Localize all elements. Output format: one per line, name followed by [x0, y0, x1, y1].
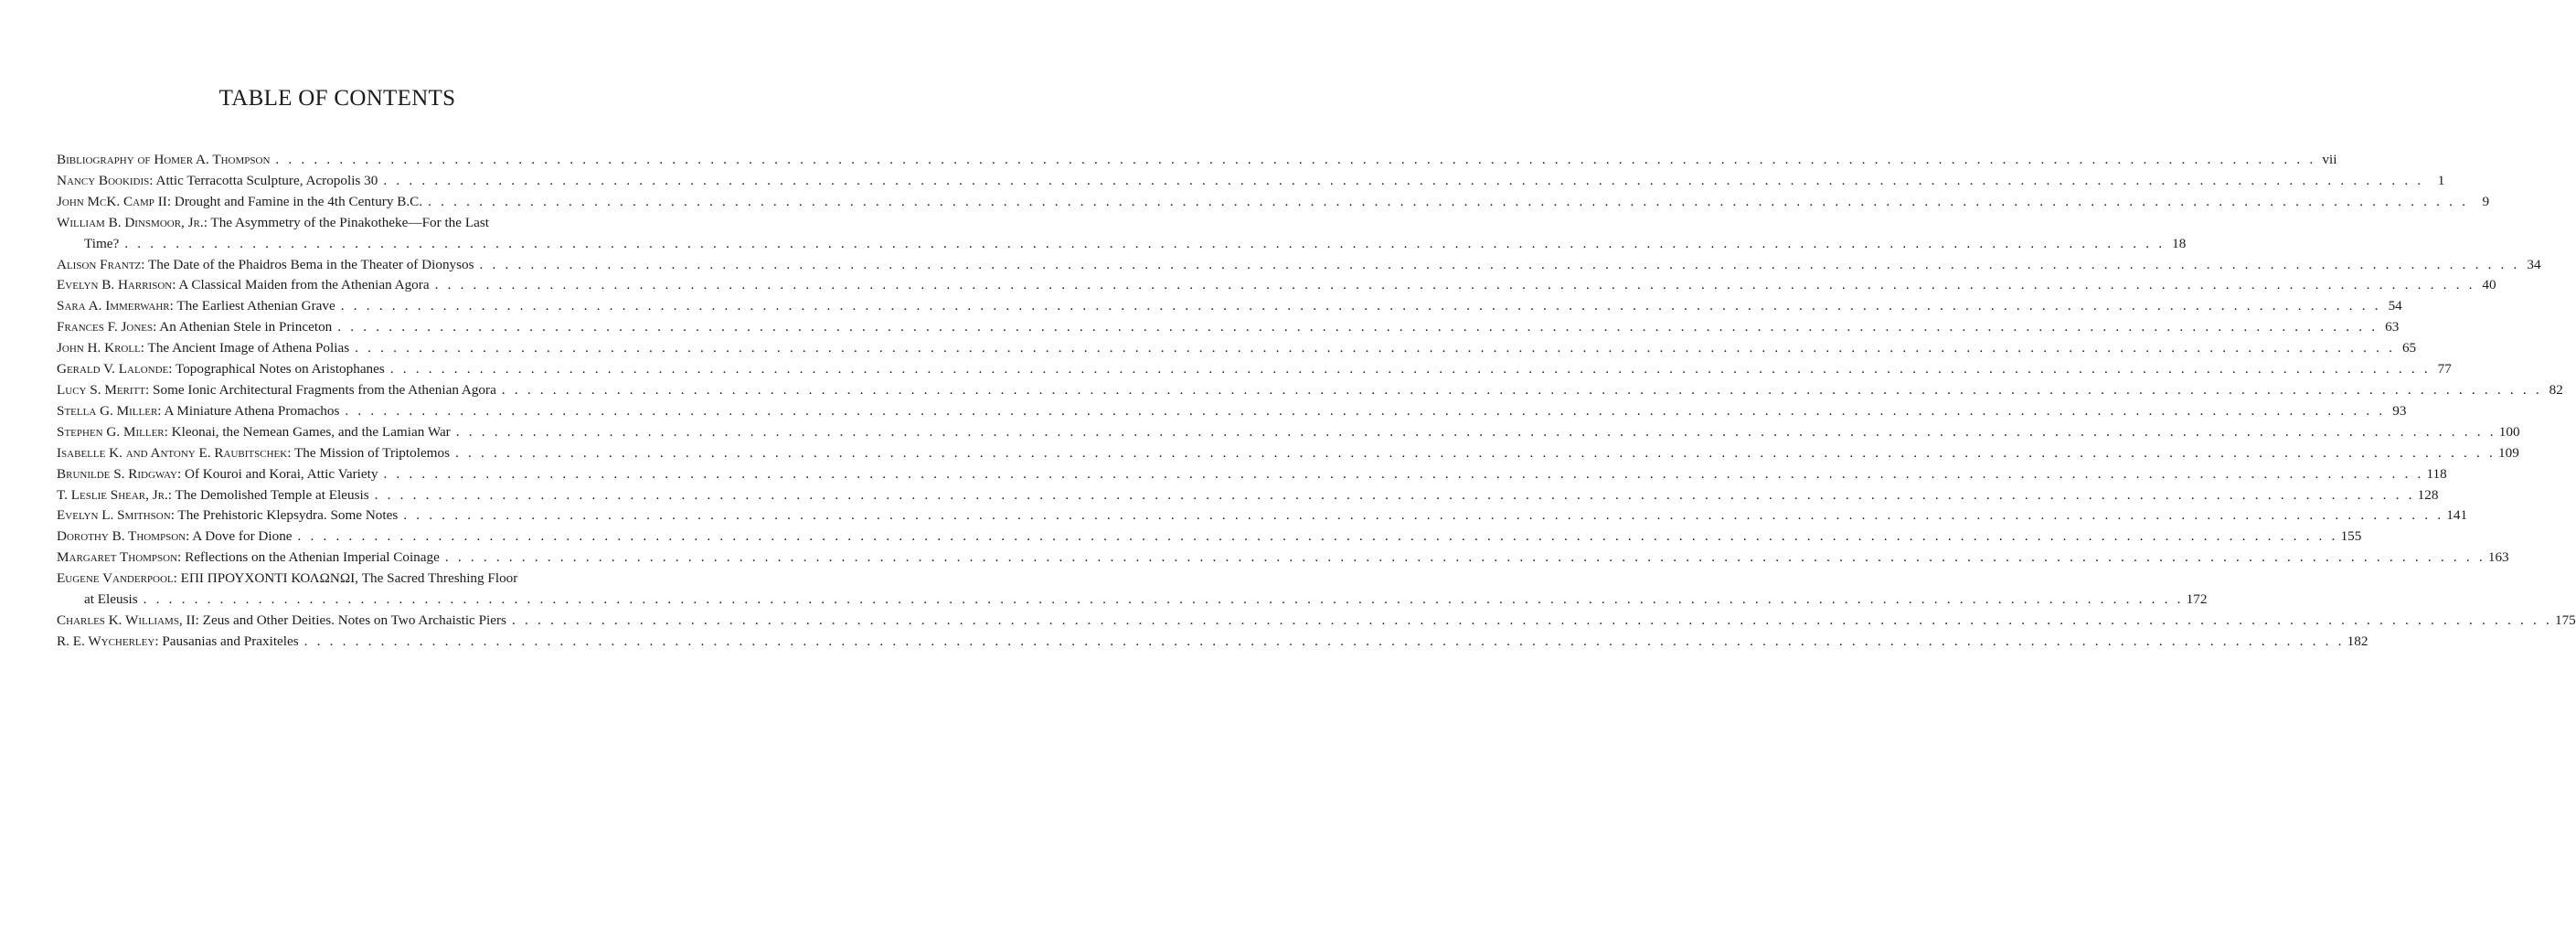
toc-entry-text [57, 150, 270, 171]
dot-leader: . . . . . . . . . . . . . . . . . . . . . . . . . . . . . . . . . . . . . . . . . . . . . . . . . . . . . . . . . . . . . . . . . . . . . . . . . . . . . . . . . . . . . . . . . . . . . . . . . . . . . . . . . . . . . . . . . . . . . . . . . . . . . . . . . . . . . . . . . . . . . . . . . . . . . . . . . . . . . . . . [444, 549, 2486, 566]
toc-author: Evelyn B. Harrison [57, 277, 173, 293]
toc-entry-line [57, 632, 2368, 653]
toc-article-title: : Of Kouroi and Korai, Attic Variety [176, 465, 378, 482]
toc-author: John H. Kroll [57, 340, 141, 356]
toc-author: Stephen G. Miller [57, 423, 165, 440]
toc-entry [57, 632, 2368, 653]
toc-entry [57, 296, 2402, 317]
toc-entry-line [57, 505, 2468, 526]
page-number: 93 [2392, 402, 2407, 419]
toc-author: Margaret Thompson [57, 549, 178, 566]
toc-author: Dorothy B. Thompson [57, 528, 186, 545]
toc-article-title: : The Demolished Temple at Eleusis [167, 486, 369, 503]
toc-entry-text [57, 632, 299, 653]
toc-author: T. Leslie Shear, Jr. [57, 486, 168, 503]
dot-leader: . . . . . . . . . . . . . . . . . . . . . . . . . . . . . . . . . . . . . . . . . . . . . . . . . . . . . . . . . . . . . . . . . . . . . . . . . . . . . . . . . . . . . . . . . . . . . . . . . . . . . . . . . . . . . . . . . . . . . . . . . . . . . . . . . . . . . . . . . . . . . . . . . . . . . . . . . . . . . . . . [124, 235, 2166, 251]
page-number: 40 [2482, 277, 2496, 293]
dot-leader: . . . . . . . . . . . . . . . . . . . . . . . . . . . . . . . . . . . . . . . . . . . . . . . . . . . . . . . . . . . . . . . . . . . . . . . . . . . . . . . . . . . . . . . . . . . . . . . . . . . . . . . . . . . . . . . . . . . . . . . . . . . . . . . . . . . . . . . . . . . . . . . . . . . . . . . . . . . . . . . . [340, 298, 2381, 314]
toc-entry-text [57, 359, 385, 380]
dot-leader: . . . . . . . . . . . . . . . . . . . . . . . . . . . . . . . . . . . . . . . . . . . . . . . . . . . . . . . . . . . . . . . . . . . . . . . . . . . . . . . . . . . . . . . . . . . . . . . . . . . . . . . . . . . . . . . . . . . . . . . . . . . . . . . . . . . . . . . . . . . . . . . . . . . . . . . . . . . . . . . . [479, 256, 2520, 272]
toc-author: Frances F. Jones [57, 319, 154, 335]
toc-article-title: : A Miniature Athena Promachos [157, 402, 340, 419]
toc-entry [57, 171, 2445, 192]
dot-leader: . . . . . . . . . . . . . . . . . . . . . . . . . . . . . . . . . . . . . . . . . . . . . . . . . . . . . . . . . . . . . . . . . . . . . . . . . . . . . . . . . . . . . . . . . . . . . . . . . . . . . . . . . . . . . . . . . . . . . . . . . . . . . . . . . . . . . . . . . . . . . . . . . . . . . . . . . . . . . . . . [455, 423, 2496, 440]
page-number: 9 [2482, 193, 2490, 209]
toc-entry-text [57, 505, 398, 526]
toc-entry-line [57, 548, 2509, 569]
toc-entry-text [57, 213, 489, 234]
toc-entry [57, 401, 2407, 422]
dot-leader: . . . . . . . . . . . . . . . . . . . . . . . . . . . . . . . . . . . . . . . . . . . . . . . . . . . . . . . . . . . . . . . . . . . . . . . . . . . . . . . . . . . . . . . . . . . . . . . . . . . . . . . . . . . . . . . . . . . . . . . . . . . . . . . . . . . . . . . . . . . . . . . . . . . . . . . . . . . . . . . . [345, 402, 2386, 419]
toc-article-title-cont: at Eleusis [84, 591, 138, 608]
toc-entry-text [57, 380, 496, 401]
toc-entry-line [57, 380, 2563, 401]
page-title: TABLE OF CONTENTS [218, 86, 456, 111]
toc-entry-text [57, 275, 430, 296]
toc-entry-text [57, 464, 378, 485]
dot-leader: . . . . . . . . . . . . . . . . . . . . . . . . . . . . . . . . . . . . . . . . . . . . . . . . . . . . . . . . . . . . . . . . . . . . . . . . . . . . . . . . . . . . . . . . . . . . . . . . . . . . . . . . . . . . . . . . . . . . . . . . . . . . . . . . . . . . . . . . . . . . . . . . . . . . . . . . . . . . . . . . [511, 612, 2552, 628]
toc-article-title: : Reflections on the Athenian Imperial Coinage [177, 549, 440, 566]
page-number: 77 [2437, 361, 2452, 378]
page-number: 65 [2401, 340, 2417, 356]
toc-entry-line [57, 275, 2496, 296]
toc-entry-line [57, 401, 2407, 422]
toc-entry-line [57, 526, 2362, 548]
toc-article-title: : An Athenian Stele in Princeton [153, 319, 333, 335]
toc-author: Evelyn L. Smithson [57, 507, 171, 524]
toc-article-title: : Some Ionic Architectural Fragments from the Athenian Agora [145, 381, 496, 398]
toc-entry [57, 380, 2563, 401]
toc-entry-line [57, 255, 2541, 276]
toc-entry [57, 548, 2509, 569]
table-of-contents [57, 150, 2576, 653]
toc-author: Bibliography of Homer A. Thompson [57, 152, 271, 167]
toc-entry-line [57, 317, 2400, 338]
toc-article-title: : The Earliest Athenian Grave [169, 298, 335, 314]
toc-author: Stella G. Miller [57, 402, 158, 419]
toc-author: Charles K. Williams, II [57, 612, 196, 628]
toc-article-title: : Kleonai, the Nemean Games, and the Lamian War [164, 423, 451, 440]
toc-entry [57, 569, 2208, 611]
page-number: 1 [2437, 172, 2445, 188]
toc-author: Sara A. Immerwahr [57, 298, 170, 314]
toc-entry [57, 443, 2519, 464]
toc-author: Eugene Vanderpool [57, 570, 174, 587]
page-number: 141 [2446, 507, 2468, 524]
toc-article-title: : The Ancient Image of Athena Polias [140, 340, 350, 356]
toc-entry-line [57, 464, 2447, 485]
toc-entry [57, 526, 2362, 548]
toc-entry-text [57, 255, 474, 276]
toc-entry-text [57, 443, 450, 464]
toc-author: Alison Frantz [57, 256, 142, 272]
toc-entry-line [57, 569, 625, 590]
toc-entry-continuation [57, 234, 2187, 255]
toc-article-title: : Pausanias and Praxiteles [154, 633, 299, 649]
toc-entry-line [57, 213, 625, 234]
toc-entry [57, 275, 2496, 296]
page-number: 172 [2186, 591, 2208, 608]
toc-author: William B. Dinsmoor, Jr. [57, 214, 204, 230]
dot-leader: . . . . . . . . . . . . . . . . . . . . . . . . . . . . . . . . . . . . . . . . . . . . . . . . . . . . . . . . . . . . . . . . . . . . . . . . . . . . . . . . . . . . . . . . . . . . . . . . . . . . . . . . . . . . . . . . . . . . . . . . . . . . . . . . . . . . . . . . . . . . . . . . . . . . . . . . . . . . . . . . [383, 465, 2424, 482]
toc-article-title-cont: Time? [84, 235, 120, 251]
toc-article-title: : Zeus and Other Deities. Notes on Two Archaistic Piers [195, 612, 506, 628]
toc-article-title: : A Classical Maiden from the Athenian Agora [172, 277, 430, 293]
toc-entry [57, 192, 2490, 213]
dot-leader: . . . . . . . . . . . . . . . . . . . . . . . . . . . . . . . . . . . . . . . . . . . . . . . . . . . . . . . . . . . . . . . . . . . . . . . . . . . . . . . . . . . . . . . . . . . . . . . . . . . . . . . . . . . . . . . . . . . . . . . . . . . . . . . . . . . . . . . . . . . . . . . . . . . . . . . . . . . . . . . . [434, 277, 2475, 293]
dot-leader: . . . . . . . . . . . . . . . . . . . . . . . . . . . . . . . . . . . . . . . . . . . . . . . . . . . . . . . . . . . . . . . . . . . . . . . . . . . . . . . . . . . . . . . . . . . . . . . . . . . . . . . . . . . . . . . . . . . . . . . . . . . . . . . . . . . . . . . . . . . . . . . . . . . . . . . . . . . . . . . . [455, 444, 2496, 461]
page-number: 155 [2340, 528, 2362, 545]
dot-leader: . . . . . . . . . . . . . . . . . . . . . . . . . . . . . . . . . . . . . . . . . . . . . . . . . . . . . . . . . . . . . . . . . . . . . . . . . . . . . . . . . . . . . . . . . . . . . . . . . . . . . . . . . . . . . . . . . . . . . . . . . . . . . . . . . . . . . . . . . . . . . . . . . . . . . . . . . . . . . . . . [143, 591, 2184, 608]
toc-entry [57, 611, 2576, 632]
toc-article-title: : ΕΠΙ ΠΡΟΥΧΟΝΤΙ ΚΟΛΩΝΩΙ, The Sacred Threshing Floor [173, 570, 518, 587]
toc-entry-line [57, 192, 2490, 213]
toc-article-title: : The Asymmetry of the Pinakotheke—For the Last [203, 214, 489, 230]
toc-author: Nancy Bookidis [57, 172, 150, 188]
toc-entry-text [57, 296, 335, 317]
dot-leader: . . . . . . . . . . . . . . . . . . . . . . . . . . . . . . . . . . . . . . . . . . . . . . . . . . . . . . . . . . . . . . . . . . . . . . . . . . . . . . . . . . . . . . . . . . . . . . . . . . . . . . . . . . . . . . . . . . . . . . . . . . . . . . . . . . . . . . . . . . . . . . . . . . . . . . . . . . . . . . . . [428, 193, 2469, 209]
toc-entry-continuation [57, 590, 2208, 611]
dot-leader: . . . . . . . . . . . . . . . . . . . . . . . . . . . . . . . . . . . . . . . . . . . . . . . . . . . . . . . . . . . . . . . . . . . . . . . . . . . . . . . . . . . . . . . . . . . . . . . . . . . . . . . . . . . . . . . . . . . . . . . . . . . . . . . . . . . . . . . . . . . . . . . . . . . . . . . . . . . . . . . . [337, 319, 2379, 335]
toc-author: Lucy S. Meritt [57, 381, 146, 398]
dot-leader: . . . . . . . . . . . . . . . . . . . . . . . . . . . . . . . . . . . . . . . . . . . . . . . . . . . . . . . . . . . . . . . . . . . . . . . . . . . . . . . . . . . . . . . . . . . . . . . . . . . . . . . . . . . . . . . . . . . . . . . . . . . . . . . . . . . . . . . . . . . . . . . . . . . . . . . . . . . . . . . . [501, 381, 2542, 398]
toc-entry-line [57, 171, 2445, 192]
toc-author: R. E. Wycherley [57, 633, 155, 649]
toc-entry [57, 505, 2468, 526]
toc-entry [57, 317, 2400, 338]
toc-entry [57, 338, 2417, 359]
toc-entry-line [57, 338, 2417, 359]
page-number: 163 [2487, 549, 2509, 566]
toc-article-title: : The Date of the Phaidros Bema in the Theater of Dionysos [141, 256, 474, 272]
toc-article-title: : Drought and Famine in the 4th Century B.C. [166, 193, 423, 209]
page-number: 128 [2417, 486, 2439, 503]
toc-entry [57, 485, 2439, 506]
toc-entry-line [57, 359, 2452, 380]
page-number: 54 [2388, 298, 2402, 314]
toc-entry [57, 422, 2520, 443]
toc-entry-text [57, 548, 440, 569]
toc-author: Gerald V. Lalonde [57, 361, 169, 378]
toc-article-title: : The Mission of Triptolemos [287, 444, 450, 461]
dot-leader: . . . . . . . . . . . . . . . . . . . . . . . . . . . . . . . . . . . . . . . . . . . . . . . . . . . . . . . . . . . . . . . . . . . . . . . . . . . . . . . . . . . . . . . . . . . . . . . . . . . . . . . . . . . . . . . . . . . . . . . . . . . . . . . . . . . . . . . . . . . . . . . . . . . . . . . . . . . . . . . . [383, 172, 2424, 188]
page-number: 109 [2498, 444, 2519, 461]
toc-entry-text [57, 317, 332, 338]
dot-leader: . . . . . . . . . . . . . . . . . . . . . . . . . . . . . . . . . . . . . . . . . . . . . . . . . . . . . . . . . . . . . . . . . . . . . . . . . . . . . . . . . . . . . . . . . . . . . . . . . . . . . . . . . . . . . . . . . . . . . . . . . . . . . . . . . . . . . . . . . . . . . . . . . . . . . . . . . . . . . . . . [275, 152, 2316, 167]
page-number: 18 [2172, 235, 2187, 251]
toc-entry-line [57, 485, 2439, 506]
toc-entry-line [57, 611, 2576, 632]
toc-entry-line [57, 296, 2402, 317]
toc-entry [57, 213, 2187, 255]
toc-article-title: : The Prehistoric Klepsydra. Some Notes [170, 507, 399, 524]
page-number: 82 [2549, 381, 2563, 398]
toc-article-title: : Attic Terracotta Sculpture, Acropolis 30 [149, 172, 378, 188]
toc-entry [57, 464, 2447, 485]
page-number: 100 [2498, 423, 2520, 440]
dot-leader: . . . . . . . . . . . . . . . . . . . . . . . . . . . . . . . . . . . . . . . . . . . . . . . . . . . . . . . . . . . . . . . . . . . . . . . . . . . . . . . . . . . . . . . . . . . . . . . . . . . . . . . . . . . . . . . . . . . . . . . . . . . . . . . . . . . . . . . . . . . . . . . . . . . . . . . . . . . . . . . . [389, 361, 2431, 378]
dot-leader: . . . . . . . . . . . . . . . . . . . . . . . . . . . . . . . . . . . . . . . . . . . . . . . . . . . . . . . . . . . . . . . . . . . . . . . . . . . . . . . . . . . . . . . . . . . . . . . . . . . . . . . . . . . . . . . . . . . . . . . . . . . . . . . . . . . . . . . . . . . . . . . . . . . . . . . . . . . . . . . . [403, 507, 2444, 524]
page-number: 118 [2426, 465, 2447, 482]
toc-entry-text [57, 611, 506, 632]
toc-entry-line [57, 150, 2337, 171]
toc-entry-text [57, 192, 422, 213]
dot-leader: . . . . . . . . . . . . . . . . . . . . . . . . . . . . . . . . . . . . . . . . . . . . . . . . . . . . . . . . . . . . . . . . . . . . . . . . . . . . . . . . . . . . . . . . . . . . . . . . . . . . . . . . . . . . . . . . . . . . . . . . . . . . . . . . . . . . . . . . . . . . . . . . . . . . . . . . . . . . . . . . [374, 486, 2415, 503]
page-number: 175 [2554, 612, 2576, 628]
dot-leader: . . . . . . . . . . . . . . . . . . . . . . . . . . . . . . . . . . . . . . . . . . . . . . . . . . . . . . . . . . . . . . . . . . . . . . . . . . . . . . . . . . . . . . . . . . . . . . . . . . . . . . . . . . . . . . . . . . . . . . . . . . . . . . . . . . . . . . . . . . . . . . . . . . . . . . . . . . . . . . . . [355, 340, 2396, 356]
toc-article-title: : Topographical Notes on Aristophanes [168, 361, 385, 378]
toc-author: Isabelle K. and Antony E. Raubitschek [57, 444, 288, 461]
toc-entry-line [57, 443, 2519, 464]
toc-entry [57, 359, 2452, 380]
page-number: 182 [2347, 633, 2368, 649]
toc-entry-text [57, 171, 378, 192]
page-number: vii [2322, 152, 2337, 167]
toc-entry-text [57, 338, 349, 359]
toc-author: John McK. Camp II [57, 193, 167, 209]
toc-entry-text [57, 526, 293, 548]
toc-author: Brunilde S. Ridgway [57, 465, 177, 482]
toc-entry [57, 255, 2541, 276]
toc-entry-line [57, 422, 2520, 443]
toc-entry [57, 150, 2337, 171]
dot-leader: . . . . . . . . . . . . . . . . . . . . . . . . . . . . . . . . . . . . . . . . . . . . . . . . . . . . . . . . . . . . . . . . . . . . . . . . . . . . . . . . . . . . . . . . . . . . . . . . . . . . . . . . . . . . . . . . . . . . . . . . . . . . . . . . . . . . . . . . . . . . . . . . . . . . . . . . . . . . . . . . [303, 633, 2345, 649]
dot-leader: . . . . . . . . . . . . . . . . . . . . . . . . . . . . . . . . . . . . . . . . . . . . . . . . . . . . . . . . . . . . . . . . . . . . . . . . . . . . . . . . . . . . . . . . . . . . . . . . . . . . . . . . . . . . . . . . . . . . . . . . . . . . . . . . . . . . . . . . . . . . . . . . . . . . . . . . . . . . . . . . [297, 528, 2338, 545]
toc-entry-text [57, 569, 517, 590]
page-number: 63 [2385, 319, 2400, 335]
page-number: 34 [2527, 256, 2541, 272]
toc-entry-text [57, 422, 451, 443]
toc-article-title: : A Dove for Dione [186, 528, 293, 545]
toc-entry-text [57, 401, 339, 422]
toc-entry-text [57, 485, 369, 506]
